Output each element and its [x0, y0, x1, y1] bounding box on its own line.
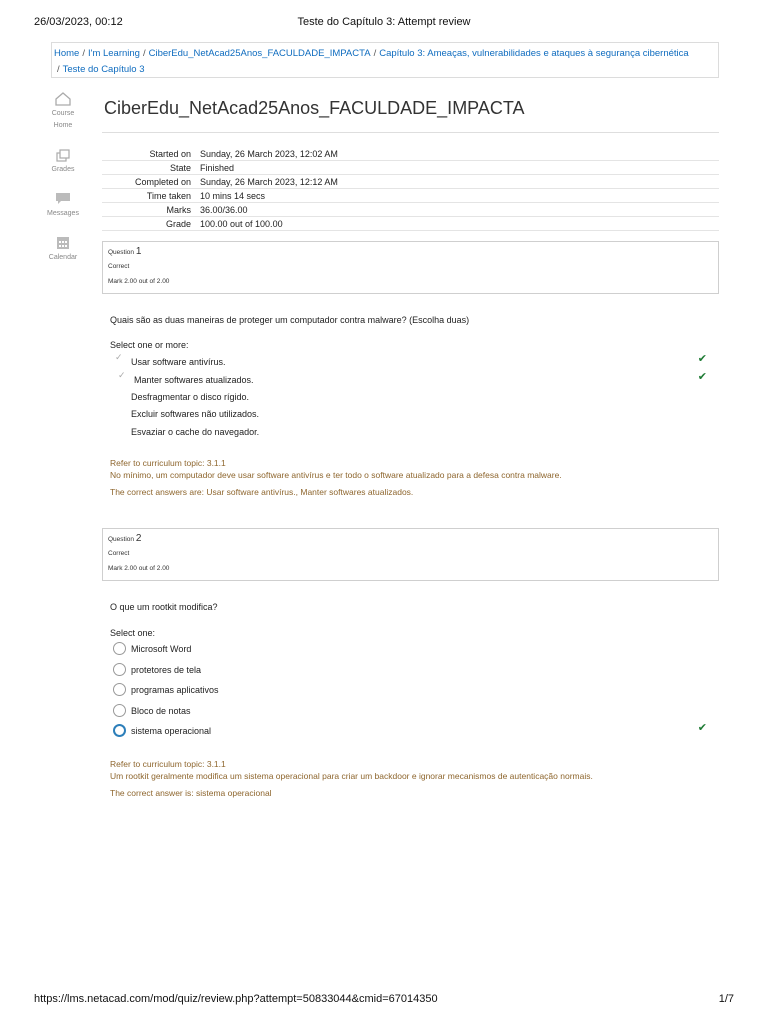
correct-tick-icon: ✔ [697, 722, 707, 734]
grades-icon [55, 148, 71, 162]
breadcrumb-home[interactable]: Home [54, 48, 80, 59]
feedback-text: Um rootkit geralmente modifica um sistema operacional para criar um backdoor e ignorar mecanismos de autenticação normais. [110, 771, 593, 781]
summary-key: Completed on [102, 175, 197, 189]
breadcrumb-quiz[interactable]: Teste do Capítulo 3 [62, 63, 145, 75]
question-1-general-feedback [110, 457, 562, 481]
answer-option[interactable] [113, 425, 719, 441]
answer-label: programas aplicativos [131, 685, 219, 695]
divider [102, 132, 719, 133]
answer-option[interactable] [113, 390, 719, 406]
answer-option[interactable] [113, 683, 719, 699]
question-number: Question 2 [108, 533, 142, 544]
answer-option[interactable] [113, 407, 719, 423]
summary-key: State [102, 161, 197, 175]
breadcrumb-chapter[interactable]: Capítulo 3: Ameaças, vulnerabilidades e ataques à segurança cibernética [379, 48, 689, 59]
summary-row [102, 217, 719, 231]
question-number: Question 1 [108, 246, 142, 257]
nav-label-grades: Grades [51, 166, 75, 173]
summary-value: Finished [197, 161, 719, 175]
print-date: 26/03/2023, 00:12 [34, 16, 123, 28]
checkbox-checked-icon[interactable]: ✓ [115, 352, 123, 362]
breadcrumb: Home / I'm Learning / CiberEdu_NetAcad25Anos_FACULDADE_IMPACTA / Capítulo 3: Ameaças, vulnerabilidades e ataques à segurança cibernética / Teste do Capítulo 3 [51, 42, 719, 78]
nav-item-calendar[interactable] [38, 236, 88, 264]
radio-button[interactable] [113, 663, 126, 676]
nav-drawer [38, 92, 88, 280]
radio-button[interactable] [113, 683, 126, 696]
feedback-topic: Refer to curriculum topic: 3.1.1 [110, 458, 226, 468]
calendar-icon [55, 236, 71, 250]
breadcrumb-im-learning[interactable]: I'm Learning [87, 48, 140, 59]
question-2-info [102, 528, 719, 581]
summary-value: Sunday, 26 March 2023, 12:12 AM [197, 175, 719, 189]
summary-value: Sunday, 26 March 2023, 12:02 AM [197, 147, 719, 161]
summary-row [102, 203, 719, 217]
nav-label-messages: Messages [47, 210, 79, 217]
summary-key: Started on [102, 147, 197, 161]
answer-label: Manter softwares atualizados. [134, 375, 254, 385]
correct-tick-icon: ✔ [697, 353, 707, 365]
print-title: Teste do Capítulo 3: Attempt review [297, 16, 471, 28]
answer-label: Usar software antivírus. [131, 357, 226, 367]
question-state: Correct [108, 263, 130, 270]
answer-option[interactable] [116, 370, 722, 389]
page-title: CiberEdu_NetAcad25Anos_FACULDADE_IMPACTA [104, 98, 525, 118]
home-icon [55, 92, 71, 106]
answer-option[interactable] [113, 704, 719, 720]
radio-button[interactable] [113, 642, 126, 655]
summary-key: Grade [102, 217, 197, 231]
summary-row [102, 161, 719, 175]
nav-label-home: Home [53, 122, 73, 129]
print-header [34, 16, 734, 30]
answer-option[interactable] [113, 724, 719, 740]
answer-option[interactable] [113, 663, 719, 679]
radio-button-selected[interactable] [113, 724, 126, 737]
print-url: https://lms.netacad.com/mod/quiz/review.php?attempt=50833044&cmid=67014350 [34, 993, 438, 1005]
print-page-number: 1/7 [718, 993, 734, 1005]
question-2-general-feedback [110, 758, 593, 782]
correct-tick-icon: ✔ [697, 371, 707, 383]
feedback-text: No mínimo, um computador deve usar software antivírus e ter todo o software atualizado para a defesa contra malware. [110, 470, 562, 480]
attempt-summary-table [102, 147, 719, 231]
summary-row [102, 175, 719, 189]
answer-label: Excluir softwares não utilizados. [131, 409, 260, 419]
checkbox-checked-icon[interactable]: ✓ [118, 370, 126, 380]
answer-option[interactable] [113, 642, 719, 658]
print-footer [34, 993, 734, 1007]
question-1-info [102, 241, 719, 294]
summary-key: Marks [102, 203, 197, 217]
question-1-text: Quais são as duas maneiras de proteger um computador contra malware? (Escolha duas) [110, 315, 470, 325]
feedback-topic: Refer to curriculum topic: 3.1.1 [110, 759, 226, 769]
question-state: Correct [108, 550, 130, 557]
nav-item-messages[interactable] [38, 192, 88, 220]
answer-option[interactable] [113, 352, 719, 371]
summary-row [102, 147, 719, 161]
answer-label: Microsoft Word [131, 644, 192, 654]
answer-label: sistema operacional [131, 726, 212, 736]
answer-label: Desfragmentar o disco rígido. [131, 392, 250, 402]
nav-item-grades[interactable] [38, 148, 88, 176]
answer-label: protetores de tela [131, 665, 202, 675]
messages-icon [55, 192, 71, 206]
nav-label-calendar: Calendar [48, 254, 78, 261]
nav-item-course-home[interactable] [38, 92, 88, 132]
summary-row [102, 189, 719, 203]
answer-label: Esvaziar o cache do navegador. [131, 427, 260, 437]
question-2-right-answer: The correct answer is: sistema operacional [110, 788, 272, 798]
question-2-prompt: Select one: [110, 628, 156, 638]
answer-label: Bloco de notas [131, 706, 191, 716]
radio-button[interactable] [113, 704, 126, 717]
question-grade: Mark 2.00 out of 2.00 [108, 565, 170, 572]
question-2-text: O que um rootkit modifica? [110, 602, 218, 612]
summary-value: 100.00 out of 100.00 [197, 217, 719, 231]
nav-label-course: Course [51, 110, 75, 117]
summary-key: Time taken [102, 189, 197, 203]
summary-value: 10 mins 14 secs [197, 189, 719, 203]
summary-value: 36.00/36.00 [197, 203, 719, 217]
question-grade: Mark 2.00 out of 2.00 [108, 278, 170, 285]
breadcrumb-course[interactable]: CiberEdu_NetAcad25Anos_FACULDADE_IMPACTA [148, 48, 371, 59]
question-1-prompt: Select one or more: [110, 340, 189, 350]
question-1-right-answer: The correct answers are: Usar software antivírus., Manter softwares atualizados. [110, 487, 414, 497]
